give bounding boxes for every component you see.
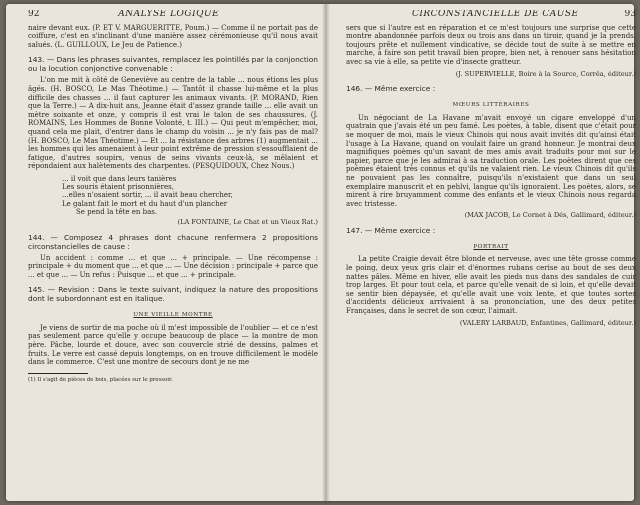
poem-source: (LA FONTAINE, Le Chat et un Vieux Rat.) [177, 217, 318, 226]
left-running-title: ANALYSE LOGIQUE [118, 10, 220, 19]
exercise-144-text: Un accident : comme ... et que ... + principale. — Une récompense : principale + du moment que ... et que ... — Une décision : principale + parce que ... et que ... — Un refus : Puisque ... et que ... + principale. [28, 253, 318, 279]
book-spread [6, 4, 634, 501]
exercise-144-heading: 144. — Composez 4 phrases dont chacune renfermera 2 propositions circonstancielles de cause : [28, 232, 318, 251]
exercise-145-text: Je viens de sortir de ma poche où il m'est impossible de l'oublier — et ce n'est pas seulement parce qu'elle y occupe beaucoup de place — la montre de mon père. Pâche, lourde et douce, avec son couvercle strié de dessins, palmes et fruits. Le verre est cassé depuis longtemps, on en trouve difficilement le modèle dans le commerce. C'est une montre de secours dont je ne me [28, 323, 318, 367]
poem-line: Se pend la tête en bas. [76, 207, 158, 216]
exercise-143-heading: 143. — Dans les phrases suivantes, remplacez les pointillés par la conjonction ou la locution conjonctive convenable : [28, 55, 318, 74]
exercise-143-text: L'on me mit à côté de Geneviève au centre de la table ... nous étions les plus âgés. (H. BOSCO, Le Mas Théotime.) — Tantôt il chasse lui-même et la plus difficile des chasses ... il faut capturer les animaux vivants. (P. MORAND, Rien que la Terre.) — A dix-huit ans, Jeanne était d'assez grande taille ... elle avait un mètre soixante et onze, y compris il est vrai le talon de ses chaussures. (J. ROMAINS, Les Hommes de Bonne Volonté, t. III.) — Qui peut m'empêcher, moi, quand cela me plait, d'entrer dans le champ du voisin ... je n'y fais pas de mal? (H. BOSCO, Le Mas Théotime.) — Et ... la résistance des arbres (1) augmentait ... les hommes qui les amenaient à leur point extrême de pression s'essoufflaient de fatigue, d'autres soupirs, venus de seins vivants ceux-là, se mêlaient et répondaient aux halètements des charpentes. (PESQUIDOUX, Chez Nous.) [28, 76, 318, 171]
exercise-147-source: (VALERY LARBAUD, Enfantines, Gallimard, éditeur.) [459, 318, 636, 327]
right-running-head [346, 10, 636, 19]
right-running-title: CIRCONSTANCIELLE DE CAUSE [411, 10, 579, 19]
left-running-head [28, 10, 318, 19]
exercise-146-source: (MAX JACOB, Le Cornet à Dés, Gallimard, éditeur.) [464, 211, 636, 220]
book-gutter [322, 4, 330, 501]
footnote-rule [28, 373, 88, 374]
exercise-147-subtitle: PORTRAIT [473, 243, 509, 250]
left-page-number: 92 [28, 10, 40, 19]
right-page [346, 10, 636, 496]
exercise-147-heading: 147. — Même exercice : [346, 225, 436, 235]
left-intro-text: naire devant eux. (P. ET V. MARGUERITTE, Poum.) — Comme il ne portait pas de coiffure, c'est en s'inclinant d'une manière assez cérémonieuse qu'il nous avait salués. (L. GUILLOUX, Le Jeu de Patience.) [28, 23, 318, 49]
poem-line: ...elles n'osaient sortir, ... il avait beau chercher, [62, 191, 233, 200]
poem-line: ... il voit que dans leurs tanières [62, 174, 177, 183]
exercise-147-text: La petite Craigie devait être blonde et nerveuse, avec une tête grosse comme le poing, deux yeux gris clair et d'énormes rubans cerise au bout de ses deux nattes pâles. Même en hiver, elle avait les pieds nus dans des sandales de cuir trop larges. Et pour tout cela, et parce qu'elle venait de si loin, et qu'elle devait se sentir bien dépaysée, et qu'elle avait une voix lente, et que toutes sortes d'accidents délicieux arrivaient à sa prononciation, une des deux petites Françaises, dans le secret de son cœur, l'aimait. [346, 255, 636, 316]
poem-line: Les souris étaient prisonnières, [62, 183, 174, 192]
exercise-146-heading: 146. — Même exercice : [346, 84, 436, 94]
exercise-146-subtitle: MŒURS LITTÉRAIRES [452, 102, 530, 109]
right-intro-text: sers que si l'autre est en réparation et ce m'est toujours une surprise que cette montre abandonnée parfois deux ou trois ans dans un tiroir, quand je la prends, toujours prête et nullement vindicative, se décide tout de suite à se mettre en marche, à faire son petit travail bien propre, bien net, à renouer sans hésitation avec sa vie à elle, sa petite vie d'insecte gratteur. [346, 23, 636, 66]
poem-excerpt [62, 175, 318, 216]
left-page [28, 10, 318, 496]
footnote: (1) Il s'agit de pièces de bois, placées sur le pressoir. [28, 376, 173, 383]
right-page-number: 93 [624, 10, 636, 19]
exercise-145-subtitle: UNE VIEILLE MONTRE [133, 312, 213, 319]
poem-line: Le galant fait le mort et du haut d'un plancher [62, 199, 228, 208]
exercise-146-text: Un négociant de La Havane m'avait envoyé un cigare enveloppé d'un quatrain que j'avais été un peu famé. Les poètes, à table, disent que c'était pour se moquer de moi, mais le vieux Chinois qui nous avait invités dit qu'ainsi était l'usage à La Havane, quand on voulait faire un grand honneur. Je montrai deux magnifiques poèmes qu'un savant de mes amis avait traduits pour moi sur le papier, parce que je les admirai à sa traduction orale. Les poètes dirent que ces poèmes étaient très connus et qu'ils ne valaient rien. Le vieux Chinois dit qu'ils ne pouvaient pas les connaître, puisqu'ils n'existaient que dans un seul exemplaire manuscrit et en pehlvi, langue qu'ils ignoraient. Les poètes, alors, se mirent à rire bruyamment comme des enfants et le vieux Chinois nous regarda avec tristesse. [346, 113, 636, 208]
right-intro-source: (J. SUPERVIELLE, Boire à la Source, Corrêa, éditeur.) [455, 69, 636, 78]
exercise-145-heading: 145. — Revision : Dans le texte suivant, indiquez la nature des propositions dont le subordonnant est en italique. [28, 285, 318, 304]
